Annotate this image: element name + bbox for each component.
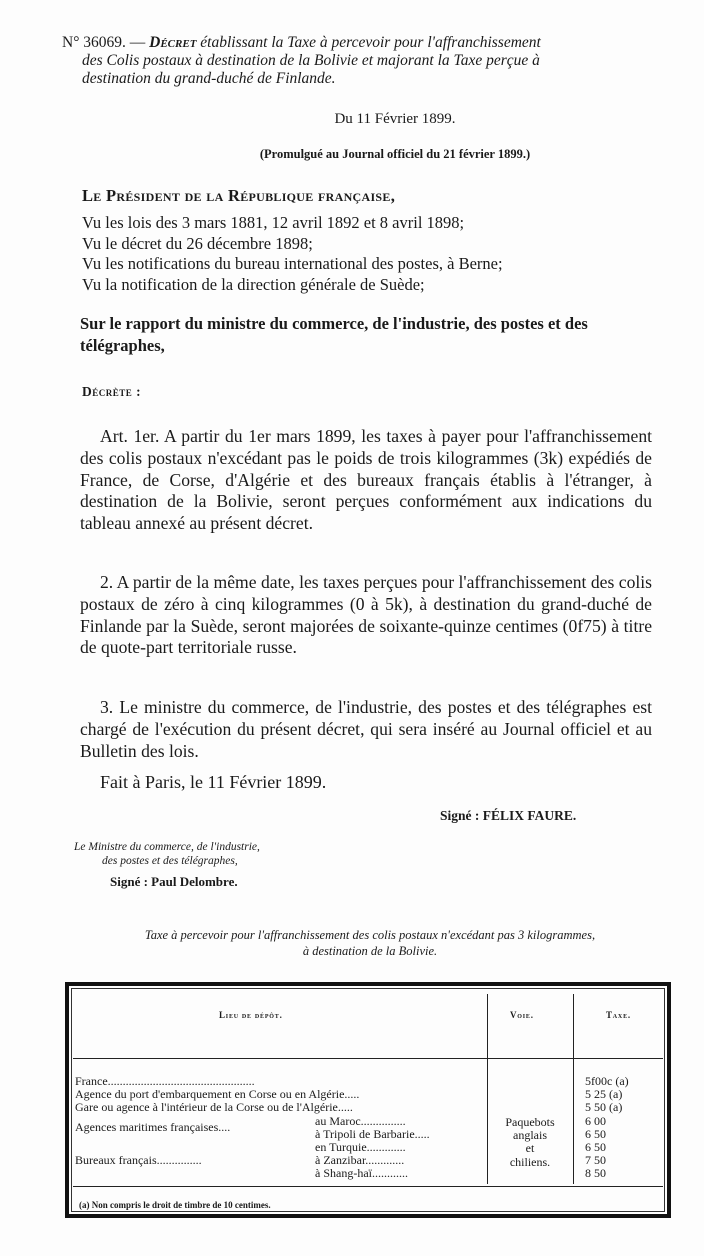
tax-table (65, 982, 671, 1218)
taxe-column (577, 1075, 657, 1181)
title-line: destination du grand-duché de Finlande. (82, 70, 336, 87)
row-lieu: au Maroc............... (315, 1113, 406, 1128)
voie-line: et (525, 1141, 535, 1156)
taxe-cell: 6 50 (585, 1139, 606, 1154)
taxe-cell: 6 00 (585, 1113, 606, 1128)
consideration: Vu le décret du 26 décembre 1898; (82, 233, 313, 253)
voie-line: chiliens. (509, 1154, 551, 1169)
table-footnote: (a) Non compris le droit de timbre de 10 centimes. (79, 1200, 271, 1210)
header-taxe: Taxe. (606, 1010, 631, 1020)
caption-line: Taxe à percevoir pour l'affranchissement des colis postaux n'excédant pas 3 kilogrammes, (144, 928, 596, 942)
place-date: Fait à Paris, le 11 Février 1899. (100, 772, 327, 792)
consideration: Vu la notification de la direction générale de Suède; (82, 274, 425, 294)
decree-date: Du 11 Février 1899. (334, 111, 456, 127)
president-heading: Le Président de la République française, (82, 186, 396, 205)
row-lieu: à Shang-haï............ (315, 1166, 408, 1181)
table-row: France................................................. (75, 1074, 255, 1088)
consideration: Vu les lois des 3 mars 1881, 12 avril 1892 et 8 avril 1898; (82, 213, 465, 232)
title-line: des Colis postaux à destination de la Bolivie et majorant la Taxe perçue à (82, 52, 540, 69)
article-2: 2. A partir de la même date, les taxes perçues pour l'affranchissement des colis postaux de zéro à cinq kilogrammes (0 à 5k), à destination du grand-duché de Finlande par la Suède, seront majorées de soixante-quinze centimes (0f75) à titre de quote-part territoriale russe. (80, 572, 652, 658)
taxe-cell: 5 50 (a) (585, 1100, 623, 1115)
header-voie: Voie. (510, 1010, 534, 1020)
table-row: Gare ou agence à l'intérieur de la Corse ou de l'Algérie..... (75, 1100, 353, 1115)
minister-line: Le Ministre du commerce, de l'industrie, (74, 841, 260, 853)
taxe-cell: 7 50 (585, 1153, 606, 1168)
decree-number: N° 36069. — (62, 34, 150, 51)
article-1: Art. 1er. A partir du 1er mars 1899, les taxes à payer pour l'affranchissement des colis postaux n'excédant pas le poids de trois kilogrammes (3k) expédiés de France, de Corse, d'Algérie et des bureaux français établis à l'étranger, à destination de la Bolivie, seront perçues conformément aux indications du tableau annexé au présent décret. (80, 426, 652, 534)
taxe-cell: 8 50 (585, 1166, 606, 1181)
taxe-cell: 6 50 (585, 1126, 606, 1141)
voie-cell (485, 1116, 575, 1169)
caption-line: à destination de la Bolivie. (302, 944, 438, 958)
table-row (75, 1167, 430, 1180)
footer-rule (73, 1186, 663, 1187)
considerations (82, 213, 682, 295)
header-rule (73, 1058, 663, 1059)
row-lieu: à Tripoli de Barbarie..... (315, 1126, 430, 1141)
rapport-paragraph: Sur le rapport du ministre du commerce, de l'industrie, des postes et des télégraphes, (80, 314, 588, 355)
row-lieu: en Turquie............. (315, 1139, 406, 1154)
title-line: établissant la Taxe à percevoir pour l'affranchissement (196, 34, 541, 51)
taxe-cell: 5f00c (a) (585, 1074, 629, 1088)
taxe-cell: 5 25 (a) (585, 1087, 623, 1102)
group-label: Bureaux français............... (75, 1153, 202, 1168)
decree-title (62, 34, 662, 88)
table-row: Agence du port d'embarquement en Corse ou en Algérie..... (75, 1087, 360, 1102)
promulgation-note: (Promulgué au Journal officiel du 21 février 1899.) (259, 147, 531, 161)
decrete-heading: Décrète : (82, 384, 142, 399)
president-signature: Signé : FÉLIX FAURE. (440, 808, 577, 823)
article-3: 3. Le ministre du commerce, de l'industrie, des postes et des télégraphes est chargé de l'exécution du présent décret, qui sera inséré au Journal officiel et au Bulletin des lois. (80, 697, 652, 761)
voie-line: anglais (513, 1128, 547, 1143)
table-caption (60, 927, 680, 959)
minister-title (74, 840, 260, 868)
voie-line: Paquebots (505, 1115, 555, 1129)
group-label: Agences maritimes françaises.... (75, 1119, 231, 1134)
minister-line: des postes et des télégraphes, (102, 855, 238, 867)
header-lieu: Lieu de dépôt. (219, 1010, 283, 1020)
decree-label: Décret (149, 34, 197, 51)
row-lieu: à Zanzibar............. (315, 1153, 405, 1168)
minister-signature: Signé : Paul Delombre. (110, 874, 238, 889)
table-rows (75, 1075, 430, 1181)
consideration: Vu les notifications du bureau international des postes, à Berne; (82, 254, 503, 273)
